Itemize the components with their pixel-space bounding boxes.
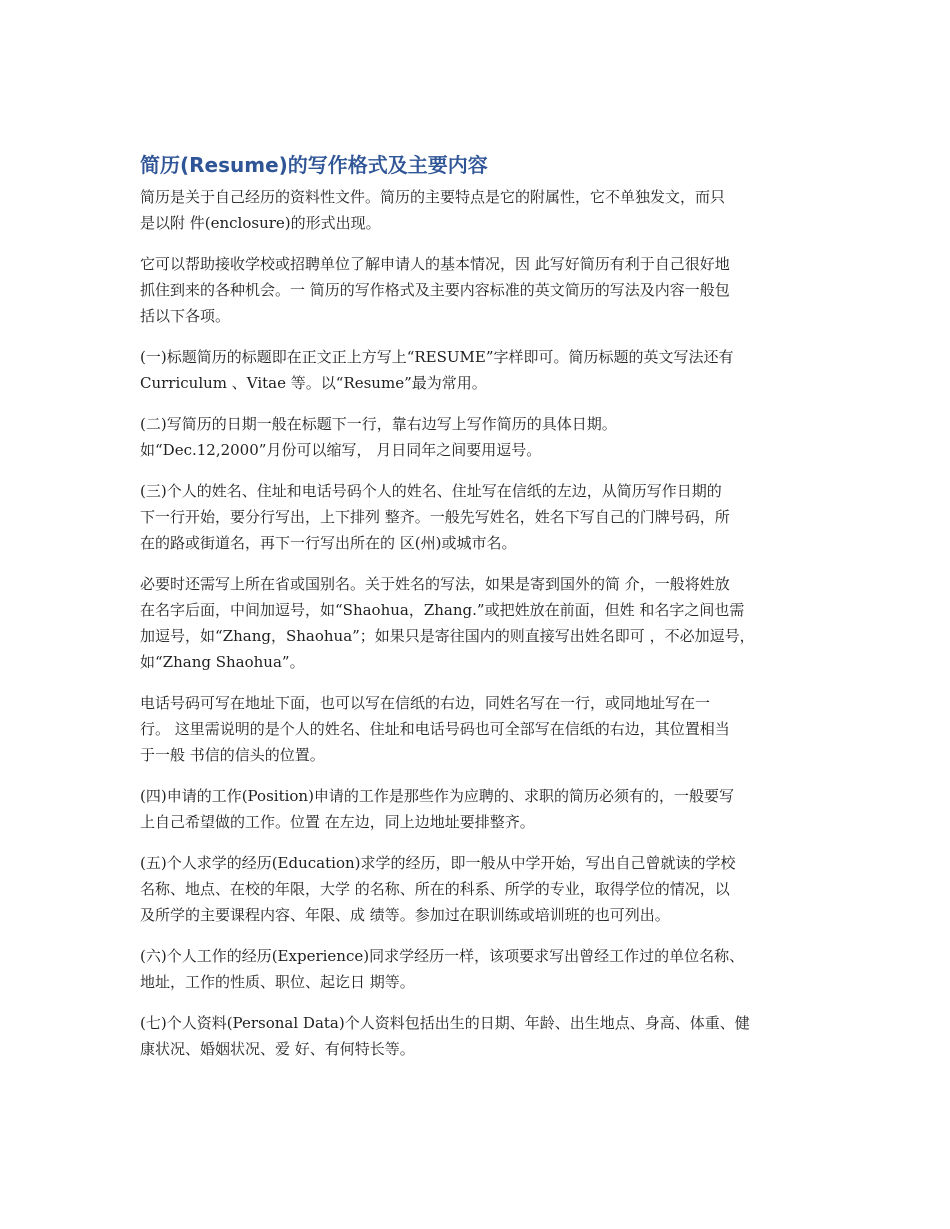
paragraph-line: 康状况、婚姻状况、爱 好、有何特长等。 bbox=[140, 1040, 415, 1058]
paragraph-2 bbox=[140, 251, 812, 329]
paragraph-line: 是以附 件(enclosure)的形式出现。 bbox=[140, 214, 381, 232]
paragraph-11 bbox=[140, 1010, 812, 1062]
paragraph-line: 地址，工作的性质、职位、起讫日 期等。 bbox=[140, 973, 415, 991]
paragraph-line: (二)写简历的日期一般在标题下一行，靠右边写上写作简历的具体日期。 bbox=[140, 415, 617, 433]
paragraph-line: 如“Zhang Shaohua”。 bbox=[140, 653, 305, 671]
page-title: 简历(Resume)的写作格式及主要内容 bbox=[140, 153, 488, 177]
paragraph-9 bbox=[140, 850, 812, 928]
paragraph-5 bbox=[140, 478, 812, 556]
paragraph-line: 名称、地点、在校的年限，大学 的名称、所在的科系、所学的专业，取得学位的情况，以 bbox=[140, 880, 730, 898]
paragraph-line: 及所学的主要课程内容、年限、成 绩等。参加过在职训练或培训班的也可列出。 bbox=[140, 906, 670, 924]
paragraph-line: 它可以帮助接收学校或招聘单位了解申请人的基本情况，因 此写好简历有利于自己很好地 bbox=[140, 255, 730, 273]
paragraph-line: (四)申请的工作(Position)申请的工作是那些作为应聘的、求职的简历必须有的，一般要写 bbox=[140, 787, 734, 805]
paragraph-line: 括以下各项。 bbox=[140, 307, 231, 325]
paragraph-line: 行。 这里需说明的是个人的姓名、住址和电话号码也可全部写在信纸的右边，其位置相当 bbox=[140, 720, 730, 738]
paragraph-line: (七)个人资料(Personal Data)个人资料包括出生的日期、年龄、出生地点、身高、体重、健 bbox=[140, 1014, 750, 1032]
paragraph-line: (六)个人工作的经历(Experience)同求学经历一样，该项要求写出曾经工作过的单位名称、 bbox=[140, 947, 745, 965]
document-page bbox=[140, 150, 812, 1077]
paragraph-line: 加逗号，如“Zhang，Shaohua”；如果只是寄往国内的则直接写出姓名即可 ，不必加逗号， bbox=[140, 627, 755, 645]
paragraph-1 bbox=[140, 184, 812, 236]
paragraph-line: (三)个人的姓名、住址和电话号码个人的姓名、住址写在信纸的左边，从简历写作日期的 bbox=[140, 482, 722, 500]
paragraph-3 bbox=[140, 344, 812, 396]
paragraph-8 bbox=[140, 783, 812, 835]
paragraph-line: 电话号码可写在地址下面，也可以写在信纸的右边，同姓名写在一行，或同地址写在一 bbox=[140, 694, 711, 712]
paragraph-6 bbox=[140, 571, 812, 675]
paragraph-line: 上自己希望做的工作。位置 在左边，同上边地址要排整齐。 bbox=[140, 813, 535, 831]
paragraph-line: 在名字后面，中间加逗号，如“Shaohua，Zhang.”或把姓放在前面，但姓 和名字之间也需 bbox=[140, 601, 745, 619]
paragraph-line: 在的路或街道名，再下一行写出所在的 区(州)或城市名。 bbox=[140, 534, 517, 552]
paragraph-line: 简历是关于自己经历的资料性文件。简历的主要特点是它的附属性，它不单独发文，而只 bbox=[140, 188, 726, 206]
paragraph-line: 如“Dec.12,2000”月份可以缩写， 月日同年之间要用逗号。 bbox=[140, 441, 542, 459]
paragraph-line: Curriculum 、Vitae 等。以“Resume”最为常用。 bbox=[140, 374, 487, 392]
paragraph-line: 于一般 书信的信头的位置。 bbox=[140, 746, 325, 764]
paragraph-line: (一)标题简历的标题即在正文正上方写上“RESUME”字样即可。简历标题的英文写法还有 bbox=[140, 348, 734, 366]
paragraph-line: 抓住到来的各种机会。一 简历的写作格式及主要内容标准的英文简历的写法及内容一般包 bbox=[140, 281, 730, 299]
document-body bbox=[140, 184, 812, 1062]
paragraph-7 bbox=[140, 690, 812, 768]
paragraph-line: 必要时还需写上所在省或国别名。关于姓名的写法，如果是寄到国外的简 介，一般将姓放 bbox=[140, 575, 730, 593]
paragraph-line: 下一行开始，要分行写出，上下排列 整齐。一般先写姓名，姓名下写自己的门牌号码，所 bbox=[140, 508, 730, 526]
paragraph-4 bbox=[140, 411, 812, 463]
paragraph-10 bbox=[140, 943, 812, 995]
paragraph-line: (五)个人求学的经历(Education)求学的经历，即一般从中学开始，写出自己曾就读的学校 bbox=[140, 854, 736, 872]
